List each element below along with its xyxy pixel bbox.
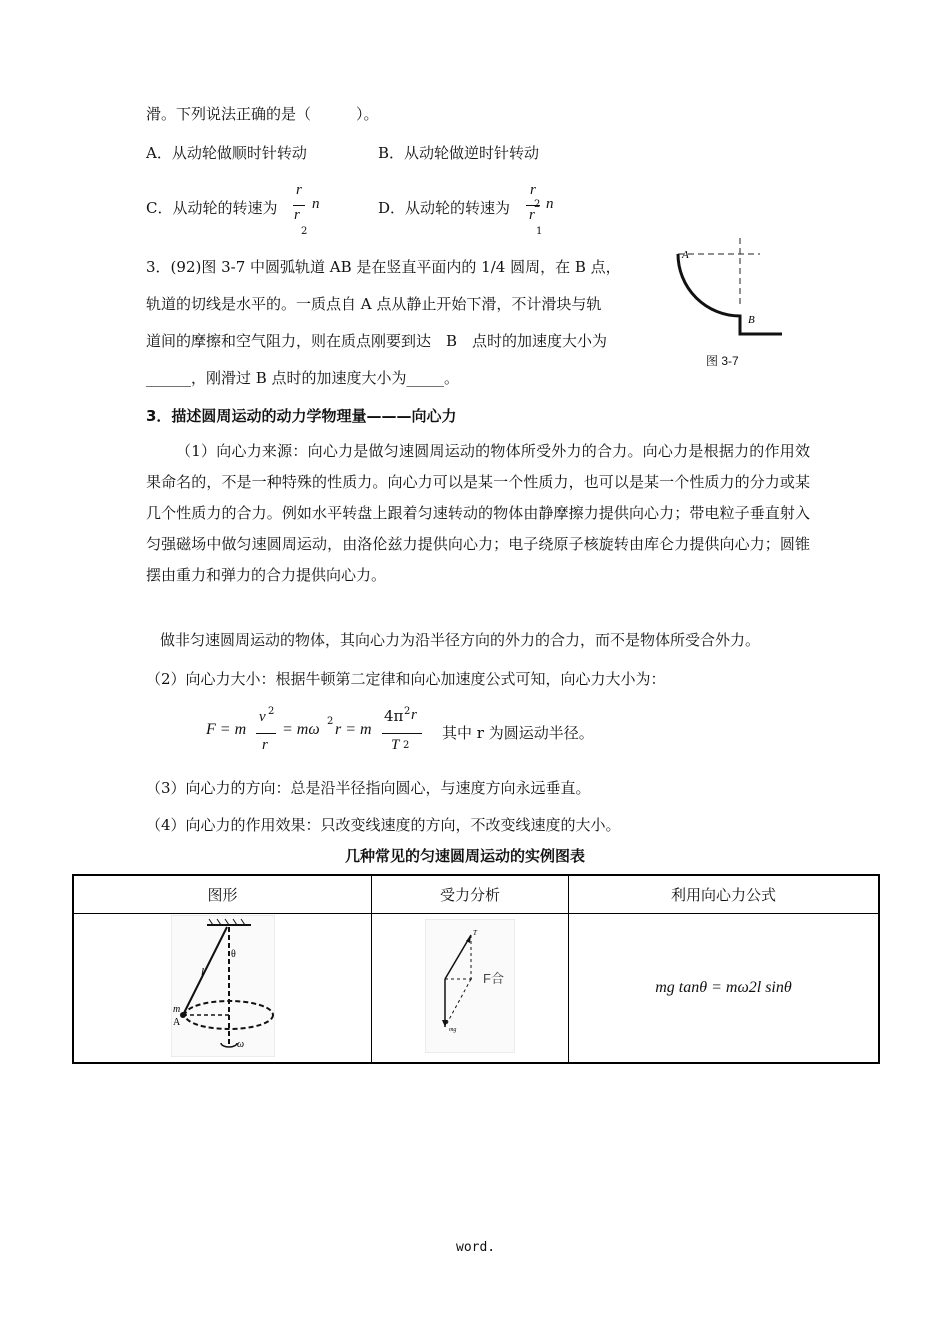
paragraph-nonuniform: 做非匀速圆周运动的物体，其向心力为沿半径方向的外力的合力，而不是物体所受合外力。 (160, 631, 761, 649)
q3-line-3: 道间的摩擦和空气阻力，则在质点刚要到达 B 点时的加速度大小为 (146, 332, 608, 350)
figure-3-7-track (660, 236, 790, 346)
formula-mid-sup: 2 (327, 716, 334, 727)
page-footer: word. (456, 1240, 496, 1255)
examples-table-grid (73, 875, 879, 1063)
paragraph-effect: （4）向心力的作用效果：只改变线速度的方向，不改变线速度的大小。 (146, 816, 621, 834)
label-l: l (200, 966, 204, 978)
q3-line-4: ______，刚滑过 B 点时的加速度大小为_____。 (146, 369, 460, 387)
paragraph-source: （1）向心力来源：向心力是做匀速圆周运动的物体所受外力的合力。向心力是根据力的作用效果命名的，不是一种特殊的性质力。向心力可以是某一个性质力，也可以是某一个性质力的分力或某几个性质力的合力。例如水平转盘上跟着匀速转动的物体由静摩擦力提供向心力；带电粒子垂直射入匀强磁场中做匀速圆周运动，由洛伦兹力提供向心力；电子绕原子核旋转由库仑力提供向心力；圆锥摆由重力和弹力的合力提供向心力。 (146, 442, 810, 584)
label-f-he: F合 (483, 971, 504, 986)
section-heading: 3．描述圆周运动的动力学物理量———向心力 (146, 407, 457, 425)
label-m: m (172, 1004, 180, 1015)
formula-f2-r: r (411, 707, 417, 723)
header-figure: 图形 (74, 876, 372, 914)
cell-formula: mg tanθ = mω2l sinθ (569, 914, 879, 1063)
option-d-num-subscript: 2 (534, 199, 541, 210)
option-c-numerator: r (296, 182, 302, 198)
label-omega: ω (236, 1039, 244, 1050)
option-b: B．从动轮做逆时针转动 (378, 144, 540, 162)
paragraph-direction: （3）向心力的方向：总是沿半径指向圆心，与速度方向永远垂直。 (146, 779, 591, 797)
label-theta: θ (230, 949, 236, 960)
header-force-analysis: 受力分析 (372, 876, 569, 914)
cell-pendulum-figure (74, 914, 372, 1063)
question-tail-line: 滑。下列说法正确的是（ ）。 (146, 105, 379, 123)
formula-f2-bar (382, 733, 422, 734)
formula-mid: = mω (282, 721, 320, 738)
formula-mid2: r = m (335, 721, 372, 738)
label-a: A (172, 1017, 180, 1028)
bob (180, 1012, 186, 1018)
formula-f1-sup: 2 (268, 706, 275, 717)
cell-force-diagram (372, 914, 569, 1063)
formula-f2-den-sup: 2 (403, 740, 410, 751)
formula-f2-sup: 2 (404, 706, 411, 717)
option-c: C．从动轮的转速为 (146, 199, 278, 217)
formula-f1-num: v (259, 709, 266, 725)
option-d-variable: n (546, 196, 554, 212)
header-formula: 利用向心力公式 (569, 876, 879, 914)
table-header-row (74, 876, 879, 914)
option-c-variable: n (312, 196, 320, 212)
formula-f1-den: r (262, 737, 268, 753)
option-d: D．从动轮的转速为 (378, 199, 511, 217)
option-c-fraction-bar (293, 205, 305, 206)
q3-line-2: 轨道的切线是水平的。一质点自 A 点从静止开始下滑，不计滑块与轨 (146, 295, 602, 313)
examples-table (72, 874, 880, 1064)
formula-f2-den: T (391, 737, 400, 753)
table-row (74, 914, 879, 1063)
option-a: A．从动轮做顺时针转动 (146, 144, 307, 162)
option-c-denominator: r (294, 207, 300, 223)
formula-note: 其中 r 为圆运动半径。 (442, 724, 594, 742)
label-mg: mg (449, 1027, 457, 1033)
formula-lhs: F = m (206, 721, 247, 738)
paragraph-magnitude: （2）向心力大小：根据牛顿第二定律和向心加速度公式可知，向心力大小为： (146, 670, 666, 688)
option-c-subscript: 2 (301, 226, 308, 237)
force-diagram-figure (425, 919, 515, 1053)
figure-caption: 图 3-7 (706, 354, 739, 368)
q3-line-1: 3．(92)图 3-7 中圆弧轨道 AB 是在竖直平面内的 1/4 圆周，在 B 点， (146, 258, 621, 276)
label-b: B (748, 314, 755, 326)
table-title: 几种常见的匀速圆周运动的实例图表 (345, 847, 586, 865)
option-d-numerator: r (530, 182, 536, 198)
conical-pendulum-figure (171, 915, 275, 1057)
option-d-denominator: r (529, 207, 535, 223)
formula-f1-bar (256, 733, 276, 734)
label-a: A (682, 249, 689, 261)
option-d-subscript: 1 (536, 226, 543, 237)
arc-track (678, 254, 782, 334)
formula-f2-num: 4π (384, 707, 404, 725)
label-t: T (473, 929, 477, 937)
